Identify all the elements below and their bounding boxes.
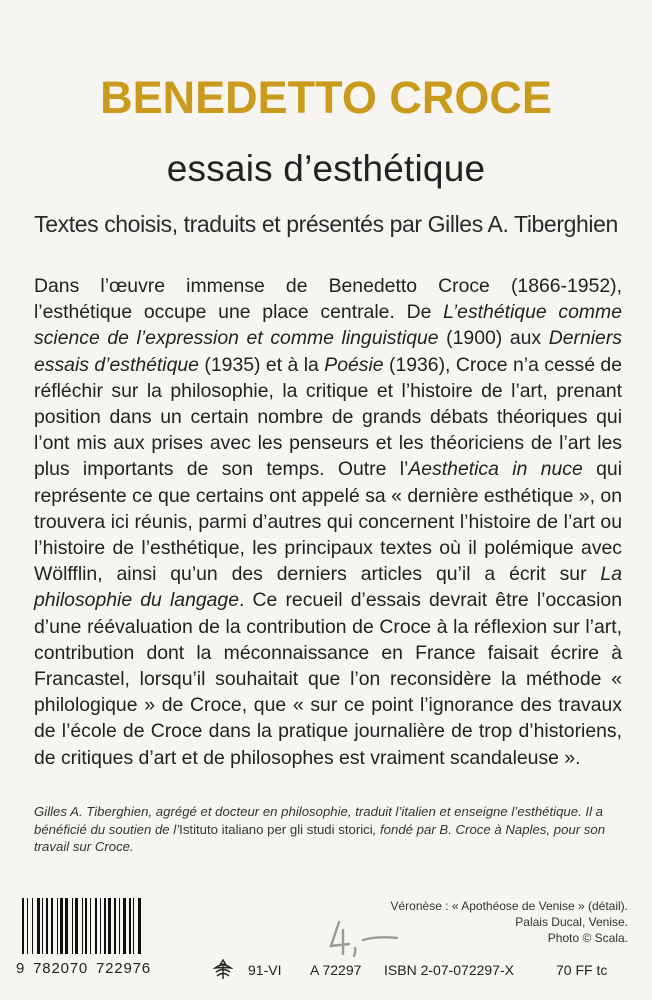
book-title: essais d’esthétique — [166, 148, 486, 189]
barcode-digit-group-1: 782070 — [33, 960, 89, 977]
book-subtitle: Textes choisis, traduits et présentés par Gilles A. Tiberghien — [34, 211, 618, 237]
barcode-bar — [42, 898, 43, 954]
barcode-bar — [27, 898, 28, 954]
barcode-digit-prefix: 9 — [16, 960, 26, 977]
barcode-bar — [37, 898, 40, 954]
barcode-bar — [72, 898, 73, 954]
barcode-bar — [129, 898, 131, 954]
barcode-bar — [32, 898, 33, 954]
translator-bio — [34, 803, 630, 856]
barcode-bar — [119, 898, 120, 954]
barcode-bar — [104, 898, 105, 954]
bio-text-segment: , fondé par B. Croce à Naples, pour son travail sur Croce. — [34, 821, 606, 854]
barcode-bar — [82, 898, 83, 954]
barcode-bar — [133, 898, 134, 954]
bio-text-segment: Gilles A. Tiberghien, agrégé et docteur en philosophie, traduit l’italien et enseigne l’esthétique. Il a bénéficié du soutien de l’ — [34, 804, 604, 837]
barcode-bar — [114, 898, 116, 954]
barcode-bar — [138, 898, 141, 954]
blurb-text-segment: Aesthetica in nuce — [408, 458, 583, 481]
isbn-number: ISBN 2-07-072297-X — [384, 962, 514, 978]
barcode-digits — [16, 960, 151, 977]
barcode-bar — [123, 898, 126, 954]
publisher-logo-icon — [212, 958, 234, 980]
barcode-bar — [65, 898, 68, 954]
barcode-bar — [85, 898, 86, 954]
reference-code: A 72297 — [310, 962, 362, 978]
barcode-bar — [90, 898, 91, 954]
blurb-text-segment: Poésie — [324, 353, 384, 376]
bio-text-segment: Istituto italiano per gli studi storici — [179, 821, 373, 837]
barcode-digit-group-2: 722976 — [96, 960, 151, 977]
handwritten-price-mark — [325, 918, 405, 958]
series-code: 91-VI — [248, 962, 282, 978]
author-name: BENEDETTO CROCE — [100, 72, 552, 123]
barcode-bar — [100, 898, 101, 954]
barcode-bar — [60, 898, 62, 954]
barcode-bar — [57, 898, 58, 954]
barcode-bar — [46, 898, 48, 954]
credit-line-2: Palais Ducal, Venise. — [515, 915, 628, 929]
blurb-text-segment: (1936), Croce n’a cessé de réfléchir sur la philosophie, la critique et l’histoire de l’art, prenant position dans un certain nombre de grands débats théoriques qui l’ont mis aux prises avec les penseurs et les théoriciens de l’art les plus importants de son temps. Outre l’ — [34, 353, 622, 481]
credit-line-1: Véronèse : « Apothéose de Venise » (détail). — [390, 899, 628, 913]
barcode-bar — [108, 898, 111, 954]
blurb-text-segment: La philosophie du langage — [34, 563, 622, 612]
blurb-text-segment: (1900) aux — [438, 327, 549, 350]
blurb-text-segment: (1935) et à la — [198, 353, 325, 376]
image-credit — [391, 898, 629, 946]
price: 70 FF tc — [556, 962, 608, 978]
blurb-text-segment: L’esthétique comme science de l’expression et comme linguistique — [34, 301, 622, 350]
credit-line-3: Photo © Scala. — [547, 931, 628, 945]
blurb-text-segment: Dans l’œuvre immense de Benedetto Croce (1866-1952), l’esthétique occupe une place centrale. De — [34, 275, 622, 324]
blurb-paragraph — [34, 273, 622, 771]
blurb-text-segment: Derniers essais d’esthétique — [34, 327, 622, 376]
isbn-barcode — [22, 898, 200, 954]
barcode-bar — [95, 898, 97, 954]
blurb-text-segment: qui représente ce que certains ont appelé sa « dernière esthétique », on trouvera ici réunis, parmi d’autres qui concernent l’histoire de l’art ou l’histoire de l’esthétique, les principaux textes où il polémique avec Wölfflin, ainsi qu’un des derniers articles qu’il a écrit sur — [34, 458, 622, 586]
barcode-bar — [51, 898, 52, 954]
barcode-bar — [22, 898, 24, 954]
blurb-text-segment: . Ce recueil d’essais devrait être l’occasion d’une réévaluation de la contribution de Croce à la réflexion sur l’art, contribution dont la méconnaissance en France faisait écrire à Francastel, lorsqu’il souhaitait que l’on reconsidère la méthode « philologique » de Croce, que « sur ce point l’ignorance des travaux de l’école de Croce dans la pratique journalière de trop d’historiens, de critiques d’art et de philosophes est vraiment scandaleuse ». — [34, 589, 623, 769]
barcode-bar — [75, 898, 77, 954]
